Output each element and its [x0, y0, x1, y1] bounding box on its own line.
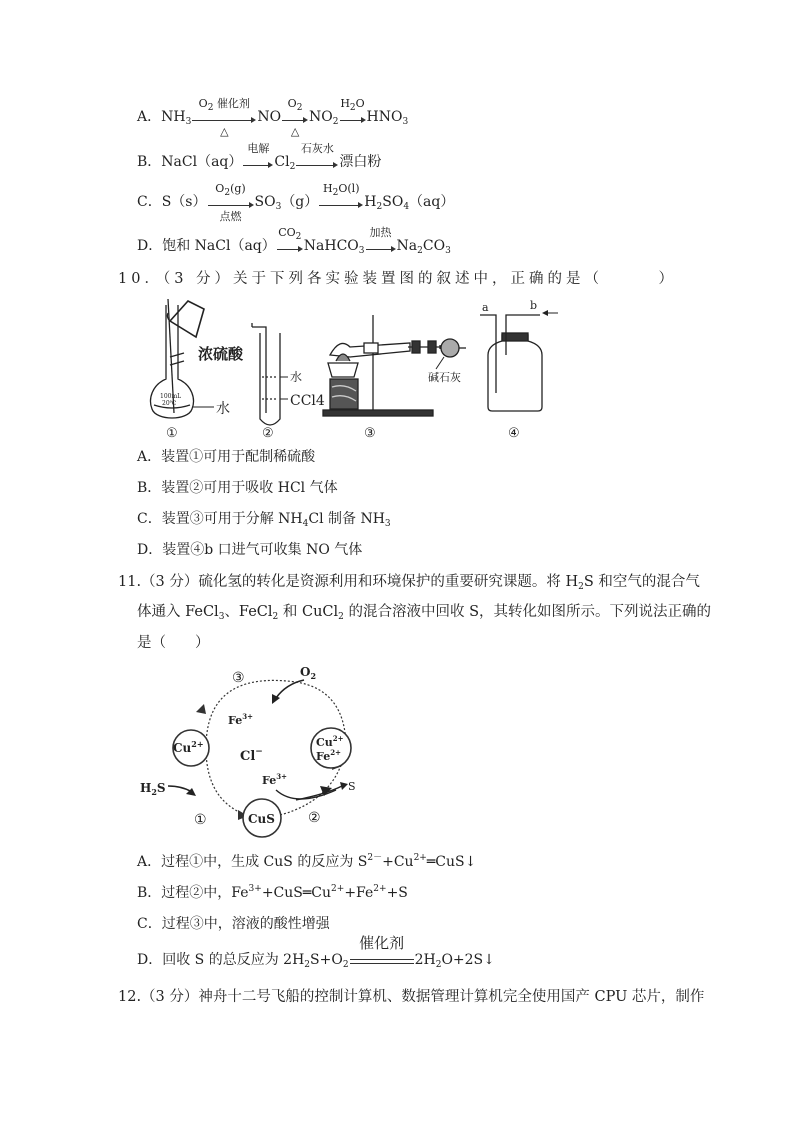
label-conc-acid: 浓硫酸	[198, 345, 244, 363]
apparatus-3	[323, 315, 466, 416]
apparatus-4	[480, 315, 542, 411]
label-a: a	[482, 301, 489, 314]
q11-stem-line3: 是（ ）	[137, 635, 210, 651]
svg-text:O2: $O_2$	[300, 665, 317, 681]
label-num-4: ④	[508, 426, 520, 440]
svg-text:①: ①	[194, 812, 207, 828]
svg-text:Cu2+: $Cu^{2+}$	[173, 739, 204, 755]
apparatus-1	[151, 299, 204, 418]
svg-text:Cu2+: $Cu^{2+}$	[316, 734, 344, 749]
svg-text:Fe3+: $Fe^{3+}$	[262, 772, 287, 787]
svg-text:Fe2+: $Fe^{2+}$	[316, 748, 341, 763]
q9-option-b: B．NaCl（aq） 电解 $Cl_2$ 石灰水 漂白粉	[137, 142, 382, 172]
svg-text:CuS: CuS	[248, 812, 275, 826]
q11-option-c: C．过程③中，溶液的酸性增强	[137, 916, 330, 932]
q11-option-d: D．回收 S 的总反应为 $2H_2S+O_2$ 催化剂 $2H_2O+2S↓$	[137, 934, 495, 970]
q10-option-d: D．装置④b 口进气可收集 NO 气体	[137, 542, 363, 558]
label-water-2: 水	[290, 370, 303, 384]
svg-text:S: S	[348, 780, 356, 793]
apparatus-2	[252, 323, 280, 425]
svg-text:Fe3+: $Fe^{3+}$	[228, 712, 253, 727]
q11-stem-line2: 体通入 FeCl$_3$、FeCl$_2$ 和 CuCl$_2$ 的混合溶液中回收 S，其转化如图所示。下列说法正确的	[137, 604, 712, 622]
svg-text:③: ③	[232, 670, 245, 686]
q10-option-c: C．装置③可用于分解 $NH_4Cl$ 制备 $NH_3$	[137, 511, 391, 529]
q9-option-a: A．$NH_3$ $O_2$ 催化剂 △ NO $O_2$ △ $NO_2$ $H_2O$ $HNO_3$	[137, 97, 409, 138]
label-ccl4: CCl4	[290, 393, 325, 409]
label-flask-bot: 20℃	[162, 400, 177, 407]
svg-text:Cl−: Cl−	[240, 747, 263, 764]
q12-stem: 12.（3 分）神舟十二号飞船的控制计算机、数据管理计算机完全使用国产 CPU 芯片，制作	[118, 989, 705, 1005]
q10-apparatus-figure	[140, 295, 560, 440]
q10-option-b: B．装置②可用于吸收 HCl 气体	[137, 480, 338, 496]
q10-option-a: A．装置①可用于配制稀硫酸	[137, 449, 316, 465]
label-num-3: ③	[364, 426, 376, 440]
label-num-1: ①	[166, 426, 178, 440]
q10-stem: 10．（3 分）关于下列各实验装置图的叙述中，正确的是（ ）	[118, 271, 678, 287]
q11-cycle-figure	[136, 660, 376, 840]
label-water-1: 水	[216, 401, 230, 417]
q11-option-a: A．过程①中，生成 CuS 的反应为 $S^{2-}+Cu^{2+}═CuS↓$	[137, 853, 477, 870]
q11-stem-line1: 11.（3 分）硫化氢的转化是资源利用和环境保护的重要研究课题。将 $H_2S$ 和空气的混合气	[118, 574, 700, 592]
label-num-2: ②	[262, 426, 274, 440]
label-soda-lime: 碱石灰	[428, 371, 461, 384]
svg-text:②: ②	[308, 810, 321, 826]
q9-option-d: D．饱和 NaCl（aq） $CO_2$ NaHCO$_3$ 加热 $Na_2CO_3$	[137, 226, 451, 256]
svg-text:H2S: $H_2S$	[140, 781, 166, 797]
label-b: b	[530, 299, 538, 312]
q9-option-c: C．S（s） $O_2(g)$ 点燃 $SO_3(g)$ $H_2O(l)$ $H_2SO_4(aq)$	[137, 182, 455, 223]
label-flask-top: 100mL	[160, 393, 182, 400]
q11-option-b: B．过程②中，$Fe^{3+}+CuS═Cu^{2+}+Fe^{2+}+S$	[137, 884, 408, 901]
